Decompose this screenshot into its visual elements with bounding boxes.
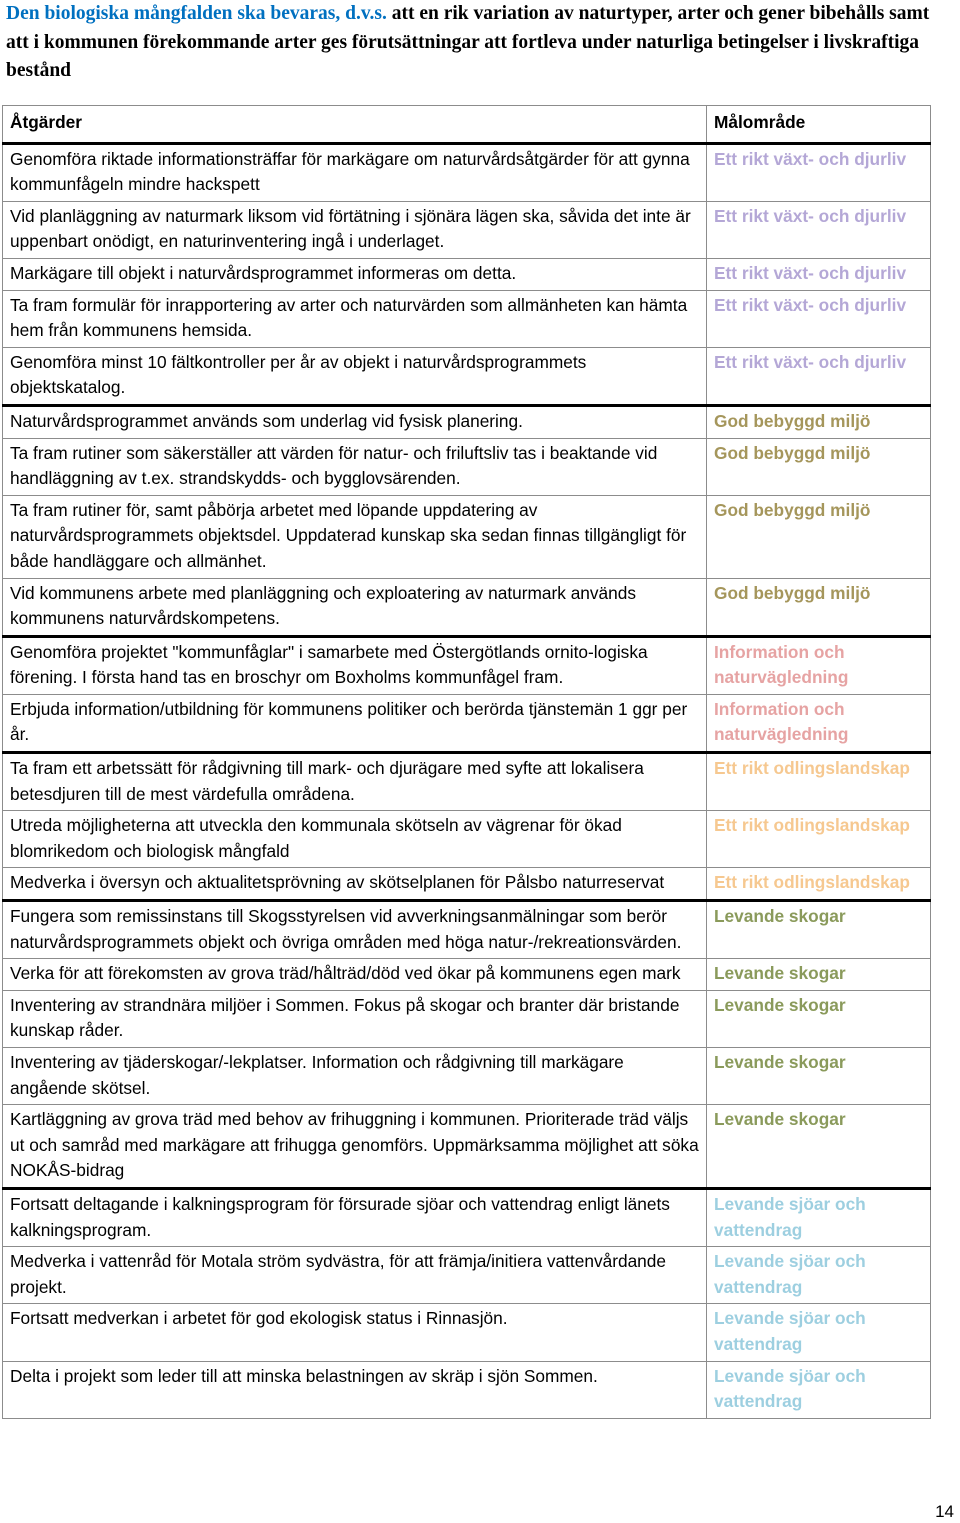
- header-goal-area: Målområde: [707, 106, 931, 144]
- action-cell: Naturvårdsprogrammet används som underlag vid fysisk planering.: [3, 405, 707, 438]
- goal-area-cell: Ett rikt växt- och djurliv: [707, 290, 931, 347]
- goal-area-cell: God bebyggd miljö: [707, 438, 931, 495]
- table-row: [3, 1188, 931, 1246]
- goal-area-cell: Ett rikt odlingslandskap: [707, 811, 931, 868]
- action-cell: Ta fram ett arbetssätt för rådgivning till mark- och djurägare med syfte att lokalisera betesdjuren till de mest värdefulla områdena.: [3, 753, 707, 811]
- goal-area-cell: Ett rikt växt- och djurliv: [707, 347, 931, 405]
- action-cell: Kartläggning av grova träd med behov av frihuggning i kommunen. Prioriterade träd väljs ut och samråd med markägare att frihugga genomförs. Uppmärksamma möjlighet att söka NOKÅS-bidrag: [3, 1105, 707, 1189]
- action-cell: Genomföra projektet "kommunfåglar" i samarbete med Östergötlands ornito-logiska förening. I första hand tas en broschyr om Boxholms kommunfågel fram.: [3, 636, 707, 694]
- table-row: [3, 1304, 931, 1361]
- action-cell: Genomföra riktade informationsträffar för markägare om naturvårdsåtgärder för att gynna kommunfågeln mindre hackspett: [3, 143, 707, 201]
- measures-table: [2, 105, 931, 1419]
- goal-area-cell: Information och naturvägledning: [707, 636, 931, 694]
- table-row: [3, 1048, 931, 1105]
- action-cell: Fortsatt deltagande i kalkningsprogram för försurade sjöar och vattendrag enligt länets kalkningsprogram.: [3, 1188, 707, 1246]
- action-cell: Fortsatt medverkan i arbetet för god ekologisk status i Rinnasjön.: [3, 1304, 707, 1361]
- action-cell: Delta i projekt som leder till att minska belastningen av skräp i sjön Sommen.: [3, 1361, 707, 1418]
- action-cell: Erbjuda information/utbildning för kommunens politiker och berörda tjänstemän 1 ggr per år.: [3, 694, 707, 752]
- table-row: [3, 694, 931, 752]
- action-cell: Fungera som remissinstans till Skogsstyrelsen vid avverkningsanmälningar som berör naturvårdsprogrammets objekt och övriga områden med höga natur-/rekreationsvärden.: [3, 901, 707, 959]
- goal-area-cell: Ett rikt växt- och djurliv: [707, 258, 931, 290]
- table-row: [3, 290, 931, 347]
- goal-area-cell: Information och naturvägledning: [707, 694, 931, 752]
- action-cell: Verka för att förekomsten av grova träd/hålträd/död ved ökar på kommunens egen mark: [3, 959, 707, 991]
- action-cell: Inventering av tjäderskogar/-lekplatser. Information och rådgivning till markägare angående skötsel.: [3, 1048, 707, 1105]
- goal-area-cell: Levande skogar: [707, 959, 931, 991]
- table-row: [3, 258, 931, 290]
- goal-area-cell: Ett rikt växt- och djurliv: [707, 143, 931, 201]
- table-header-row: [3, 106, 931, 144]
- goal-area-cell: Levande sjöar och vattendrag: [707, 1304, 931, 1361]
- goal-area-cell: Levande skogar: [707, 901, 931, 959]
- action-cell: Medverka i översyn och aktualitetsprövning av skötselplanen för Pålsbo naturreservat: [3, 868, 707, 901]
- table-row: [3, 990, 931, 1047]
- goal-area-cell: Levande skogar: [707, 1105, 931, 1189]
- action-cell: Medverka i vattenråd för Motala ström sydvästra, för att främja/initiera vattenvårdande projekt.: [3, 1247, 707, 1304]
- action-cell: Ta fram rutiner för, samt påbörja arbetet med löpande uppdatering av naturvårdsprogrammets objektsdel. Uppdaterad kunskap ska sedan finnas tillgängligt för både handläggare och allmänhet.: [3, 495, 707, 578]
- goal-area-cell: God bebyggd miljö: [707, 405, 931, 438]
- action-cell: Vid planläggning av naturmark liksom vid förtätning i sjönära lägen ska, såvida det inte är uppenbart onödigt, en naturinventering ingå i underlaget.: [3, 201, 707, 258]
- goal-area-cell: Ett rikt odlingslandskap: [707, 868, 931, 901]
- action-cell: Ta fram formulär för inrapportering av arter och naturvärden som allmänheten kan hämta hem från kommunens hemsida.: [3, 290, 707, 347]
- table-row: [3, 405, 931, 438]
- table-row: [3, 1361, 931, 1418]
- table-row: [3, 959, 931, 991]
- goal-area-cell: Ett rikt växt- och djurliv: [707, 201, 931, 258]
- goal-area-cell: God bebyggd miljö: [707, 578, 931, 636]
- action-cell: Ta fram rutiner som säkerställer att värden för natur- och friluftsliv tas i beaktande vid handläggning av t.ex. strandskydds- och bygglovsärenden.: [3, 438, 707, 495]
- table-row: [3, 811, 931, 868]
- goal-area-cell: Levande sjöar och vattendrag: [707, 1361, 931, 1418]
- goal-area-cell: God bebyggd miljö: [707, 495, 931, 578]
- table-row: [3, 438, 931, 495]
- action-cell: Genomföra minst 10 fältkontroller per år av objekt i naturvårdsprogrammets objektskatalog.: [3, 347, 707, 405]
- table-row: [3, 636, 931, 694]
- goal-area-cell: Ett rikt odlingslandskap: [707, 753, 931, 811]
- table-row: [3, 1247, 931, 1304]
- intro-heading: [6, 0, 954, 86]
- table-row: [3, 578, 931, 636]
- action-cell: Inventering av strandnära miljöer i Sommen. Fokus på skogar och branter där bristande kunskap råder.: [3, 990, 707, 1047]
- goal-area-cell: Levande skogar: [707, 1048, 931, 1105]
- page-number: 14: [935, 1502, 954, 1521]
- intro-text: att en rik variation av naturtyper, arter och gener bibehålls samt att i kommunen förekommande arter ges förutsättningar att fortleva under naturliga betingelser i livskraftiga bestånd: [6, 3, 930, 81]
- goal-area-cell: Levande skogar: [707, 990, 931, 1047]
- table-row: [3, 753, 931, 811]
- goal-area-cell: Levande sjöar och vattendrag: [707, 1188, 931, 1246]
- action-cell: Vid kommunens arbete med planläggning och exploatering av naturmark används kommunens naturvårdskompetens.: [3, 578, 707, 636]
- table-row: [3, 1105, 931, 1189]
- table-row: [3, 868, 931, 901]
- table-row: [3, 347, 931, 405]
- action-cell: Utreda möjligheterna att utveckla den kommunala skötseln av vägrenar för ökad blomrikedom och biologisk mångfald: [3, 811, 707, 868]
- table-row: [3, 901, 931, 959]
- goal-area-cell: Levande sjöar och vattendrag: [707, 1247, 931, 1304]
- table-row: [3, 201, 931, 258]
- header-actions: Åtgärder: [3, 106, 707, 144]
- table-row: [3, 143, 931, 201]
- intro-lead: Den biologiska mångfalden ska bevaras, d.v.s.: [6, 3, 387, 24]
- action-cell: Markägare till objekt i naturvårdsprogrammet informeras om detta.: [3, 258, 707, 290]
- table-row: [3, 495, 931, 578]
